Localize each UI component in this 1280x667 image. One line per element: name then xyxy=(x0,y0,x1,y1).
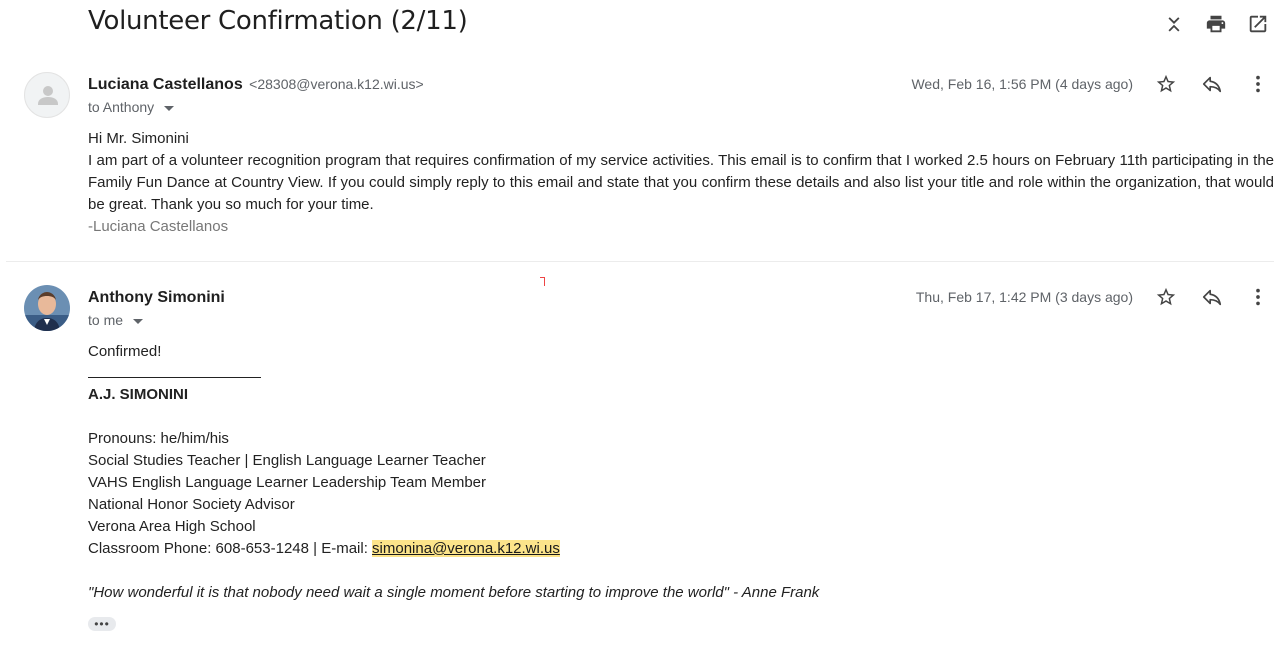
avatar[interactable] xyxy=(24,72,70,118)
message-date: Thu, Feb 17, 1:42 PM (3 days ago) xyxy=(915,289,1133,305)
signature-line: Pronouns: he/him/his xyxy=(88,430,229,447)
profile-photo xyxy=(24,285,70,331)
signature-line: Social Studies Teacher | English Language Learner Teacher xyxy=(88,452,486,469)
message-actions xyxy=(1154,72,1270,96)
email-link[interactable]: simonina@verona.k12.wi.us xyxy=(372,540,560,557)
chevron-down-icon xyxy=(133,319,143,324)
message-actions xyxy=(1154,285,1270,309)
phone-text: Classroom Phone: 608-653-1248 | E-mail: xyxy=(88,540,373,557)
print-button[interactable] xyxy=(1204,12,1228,36)
recipients-dropdown[interactable] xyxy=(88,99,174,115)
message-body xyxy=(88,341,1274,604)
collapse-all-button[interactable] xyxy=(1162,12,1186,36)
thread-header xyxy=(0,0,1280,50)
star-icon xyxy=(1155,286,1177,308)
signature-name: A.J. SIMONINI xyxy=(88,386,189,403)
signature-divider xyxy=(88,377,261,378)
sender[interactable] xyxy=(88,76,424,94)
to-line: to me xyxy=(88,312,124,328)
reply-button[interactable] xyxy=(1200,285,1224,309)
more-vert-icon xyxy=(1247,73,1269,95)
more-options-button[interactable] xyxy=(1246,285,1270,309)
signature-line: National Honor Society Advisor xyxy=(88,496,295,513)
chevron-down-icon xyxy=(164,106,174,111)
thread-toolbar xyxy=(1162,12,1270,36)
signature-spacer xyxy=(88,560,1274,582)
print-icon xyxy=(1205,13,1227,35)
signature-line: Verona Area High School xyxy=(88,518,256,535)
signature-spacer xyxy=(88,406,1274,428)
star-button[interactable] xyxy=(1154,285,1178,309)
sender-name: Luciana Castellanos xyxy=(88,76,243,93)
cursor-mark xyxy=(540,277,545,286)
open-in-new-window-button[interactable] xyxy=(1246,12,1270,36)
star-button[interactable] xyxy=(1154,72,1178,96)
message-body xyxy=(88,128,1274,238)
star-icon xyxy=(1155,73,1177,95)
signature-quote: "How wonderful it is that nobody need wait a single moment before starting to improve the world" - Anne Frank xyxy=(88,584,820,601)
greeting: Hi Mr. Simonini xyxy=(88,130,189,147)
sender-name: Anthony Simonini xyxy=(88,289,225,306)
open-new-window-icon xyxy=(1247,13,1269,35)
body-text: Confirmed! xyxy=(88,343,162,360)
body-paragraph: I am part of a volunteer recognition program that requires confirmation of my service activities. This email is to confirm that I worked 2.5 hours on February 11th participating in the Family Fun Dance at Country View. If you could simply reply to this email and state that you confirm these details and also list your title and role within the organization, that would be great. Thank you so much for your time. xyxy=(88,152,1274,213)
signature-contact xyxy=(88,538,1274,560)
reply-icon xyxy=(1201,73,1223,95)
recipients-dropdown[interactable] xyxy=(88,312,143,328)
message-date: Wed, Feb 16, 1:56 PM (4 days ago) xyxy=(911,76,1133,92)
sender[interactable] xyxy=(88,289,225,307)
signature-text: -Luciana Castellanos xyxy=(88,218,229,235)
collapse-icon xyxy=(1163,13,1185,35)
more-options-button[interactable] xyxy=(1246,72,1270,96)
divider xyxy=(6,261,1274,262)
reply-button[interactable] xyxy=(1200,72,1224,96)
to-line: to Anthony xyxy=(88,99,155,115)
sender-email: <28308@verona.k12.wi.us> xyxy=(249,76,424,92)
person-icon xyxy=(25,73,70,118)
thread-subject: Volunteer Confirmation (2/11) xyxy=(88,6,468,36)
avatar[interactable] xyxy=(24,285,70,331)
show-trimmed-content-button[interactable]: ••• xyxy=(88,617,116,631)
more-vert-icon xyxy=(1247,286,1269,308)
reply-icon xyxy=(1201,286,1223,308)
signature-line: VAHS English Language Learner Leadership Team Member xyxy=(88,474,487,491)
